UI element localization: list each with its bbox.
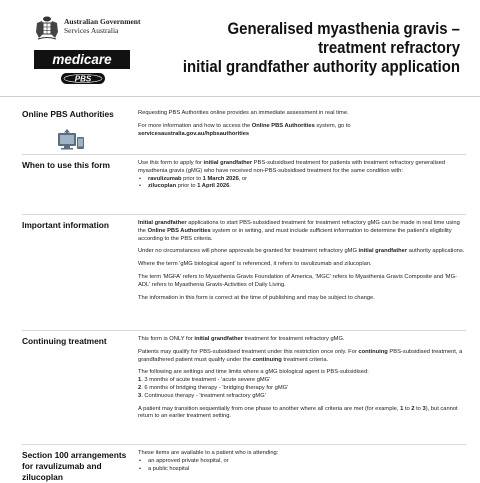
s100-p1: These items are available to a patient who is attending:: [138, 450, 279, 456]
important-body: [138, 220, 466, 307]
emphasis: 1 March 2026: [202, 175, 239, 182]
title-line3: initial grandfather authority application: [182, 57, 460, 76]
emphasis: zilucoplan: [148, 183, 177, 190]
online-pbs-authorities-emphasis: Online PBS Authorities: [251, 122, 315, 129]
text: .: [229, 183, 231, 190]
text: A patient may transition sequentially from one phase to another where all criteria are met (for example,: [138, 405, 401, 412]
list-item: [138, 377, 466, 385]
important-p2: [138, 248, 466, 256]
emphasis: 1: [400, 405, 404, 412]
title-line1: Generalised myasthenia gravis –: [227, 19, 460, 38]
page-title: [163, 19, 460, 76]
s100-body: [138, 450, 466, 473]
text: Under no circumstances will phone approvals be granted for treatment refractory gMG: [138, 248, 359, 255]
emphasis: continuing: [252, 356, 282, 363]
s100-heading: Section 100 arrangements for ravulizumab and zilucoplan: [22, 450, 127, 482]
online-p2: [138, 123, 466, 139]
emphasis: Online PBS Authorities: [147, 227, 211, 234]
text: treatment for treatment refractory gMG.: [242, 336, 345, 342]
text: treatment criteria.: [281, 356, 329, 363]
list-item: [138, 393, 466, 401]
list-item: • an approved private hospital, or: [138, 458, 466, 466]
text: to: [403, 405, 412, 412]
emphasis: 2: [411, 405, 415, 412]
text: PBS-subsidised treatment for patients with treatment refractory generalised myasthenia gravis (gMG) who have received non-PBS-subsidised treatment for the same condition with:: [138, 160, 446, 174]
list-number: 1: [138, 377, 142, 384]
text: . 6 months of bridging therapy - 'bridging therapy for gMG': [141, 384, 289, 391]
text: . Continuous therapy - 'treatment refractory gMG': [141, 392, 266, 399]
list-item: [138, 385, 466, 393]
text: to: [414, 405, 423, 412]
text: , or: [238, 175, 248, 182]
text: This form is ONLY for: [138, 336, 195, 342]
continuing-body: [138, 336, 466, 426]
hospital-list: [138, 458, 466, 474]
text: PBS-subsidised treatment, a grandfathered patient must qualify under the: [138, 348, 463, 363]
medicine-list: [138, 176, 466, 192]
pbs-logo: [60, 72, 106, 85]
pbs-logo-text: PBS: [74, 74, 92, 84]
emphasis: 3: [422, 405, 426, 412]
list-number: 2: [138, 384, 142, 391]
emphasis: initial grandfather: [194, 336, 243, 342]
when-body: [138, 160, 466, 191]
text: system or in writing, and must include sufficient information to determine the patient's eligibility according to the PBS criteria.: [138, 227, 452, 242]
emphasis: Initial grandfather: [138, 220, 187, 226]
text: Patients may qualify for PBS-subsidised treatment under this restriction once only. For: [138, 348, 359, 355]
computer-upload-icon: [56, 128, 86, 152]
list-number: 3: [138, 392, 142, 399]
gov-wordmark: [64, 17, 140, 35]
text: prior to: [181, 175, 203, 182]
important-p4: The term 'MGFA' refers to Myasthenia Gravis Foundation of America, 'MGC' refers to Myasthenia Gravis Composite and 'MG-ADL' refers to Myasthenia Gravis-Activities of Daily Living.: [138, 273, 457, 288]
medicare-logo: medicare: [34, 50, 130, 69]
text: ), but cannot return to an earlier treatment setting.: [138, 405, 458, 420]
list-item: [138, 183, 466, 191]
text: applications to start PBS-subsidised treatment for treatment refractory gMG can be made in real time using the: [138, 220, 460, 234]
services-australia-link[interactable]: servicesaustralia.gov.au/hpbsauthorities: [138, 130, 250, 137]
emphasis: initial grandfather: [203, 160, 253, 166]
text: Use this form to apply for: [138, 160, 204, 166]
text: authority applications.: [407, 248, 465, 255]
section-divider: [22, 330, 466, 331]
section-divider: [22, 214, 466, 215]
continuing-heading: Continuing treatment: [22, 336, 107, 346]
important-p3: Where the term 'gMG biological agent' is referenced, it refers to ravulizumab and zilucoplan.: [138, 261, 372, 268]
section-divider: [22, 154, 466, 155]
australian-government-logo: [34, 14, 154, 46]
list-item: [138, 176, 466, 184]
online-body: [138, 110, 466, 143]
text: For more information and how to access the: [138, 122, 252, 129]
list-item: • a public hospital: [138, 466, 466, 474]
emphasis: 1 April 2026: [197, 183, 230, 190]
online-heading: Online PBS Authorities: [22, 109, 114, 119]
when-p1: [138, 160, 466, 176]
emphasis: continuing: [358, 348, 388, 355]
emphasis: initial grandfather: [358, 248, 408, 255]
continuing-p1: [138, 336, 466, 344]
important-heading: Important information: [22, 220, 110, 230]
treatment-settings-list: [138, 377, 466, 400]
gov-line2: Services Australia: [64, 26, 119, 35]
continuing-p4: [138, 406, 466, 422]
gov-line1: Australian Government: [64, 17, 141, 26]
continuing-p2: [138, 349, 466, 365]
emphasis: ravulizumab: [148, 175, 182, 182]
text: system, go to: [314, 122, 351, 129]
coat-of-arms-icon: [34, 14, 60, 42]
header-rule: [0, 96, 480, 97]
important-p1: [138, 220, 466, 243]
online-p1: Requesting PBS Authorities online provides an immediate assessment in real time.: [138, 110, 349, 116]
section-divider: [22, 444, 466, 445]
important-p5: The information in this form is correct at the time of publishing and may be subject to change.: [138, 294, 375, 301]
title-line2: treatment refractory: [318, 38, 460, 57]
text: prior to: [176, 183, 198, 190]
continuing-p3: The following are settings and time limits where a gMG biological agent is PBS-subsidised:: [138, 369, 369, 376]
when-heading: When to use this form: [22, 160, 110, 170]
text: . 3 months of acute treatment - 'acute severe gMG': [141, 377, 271, 384]
